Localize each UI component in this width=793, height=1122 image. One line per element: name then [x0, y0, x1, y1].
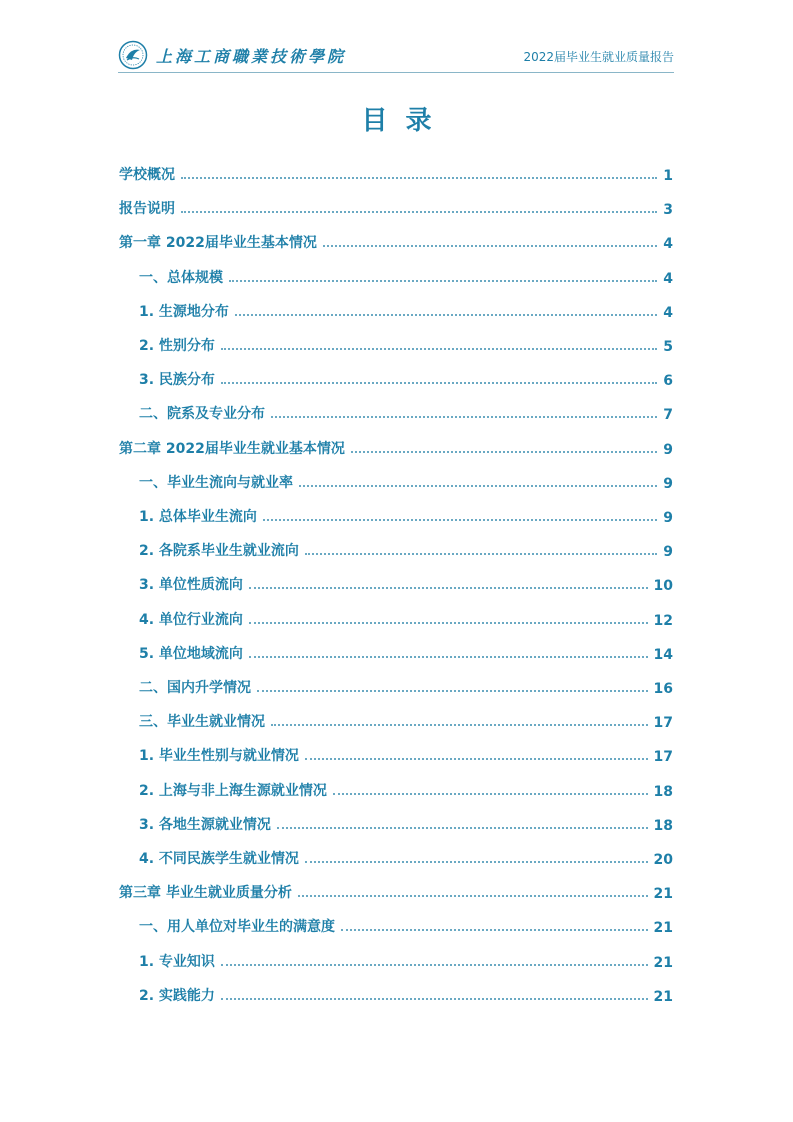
toc-entry[interactable] — [139, 468, 673, 492]
toc-entry-page: 16 — [653, 681, 673, 697]
toc-entry[interactable] — [139, 673, 673, 697]
report-title: 2022届毕业生就业质量报告 — [523, 50, 674, 64]
school-name: 上海工商職業技術學院 — [156, 47, 347, 66]
toc-entry-page: 6 — [663, 373, 673, 390]
toc-entry[interactable] — [139, 365, 673, 389]
toc-entry-label: 学校概况 — [119, 167, 175, 183]
toc-entry-page: 3 — [663, 202, 673, 219]
toc-dot-leader — [181, 211, 657, 213]
toc-entry-label: 3. 单位性质流向 — [139, 577, 243, 594]
toc-entry[interactable] — [139, 263, 673, 287]
toc-entry-label: 一、总体规模 — [139, 269, 223, 286]
toc-dot-leader — [221, 348, 657, 350]
toc-dot-leader — [249, 656, 648, 658]
toc-dot-leader — [271, 724, 648, 726]
toc-entry-label: 3. 民族分布 — [139, 372, 215, 389]
toc-entry-page: 21 — [653, 920, 673, 937]
toc-dot-leader — [221, 998, 648, 1000]
toc-entry-label: 3. 各地生源就业情况 — [139, 816, 271, 833]
toc-entry-label: 二、院系及专业分布 — [139, 406, 265, 423]
toc-entry[interactable] — [139, 605, 673, 629]
toc-dot-leader — [249, 587, 648, 589]
toc-dot-leader — [351, 451, 657, 453]
toc-entry[interactable] — [119, 160, 673, 184]
toc-dot-leader — [221, 382, 657, 384]
toc-entry[interactable] — [139, 331, 673, 355]
toc-entry-label: 三、毕业生就业情况 — [139, 714, 265, 731]
toc-entry-label: 2. 上海与非上海生源就业情况 — [139, 782, 327, 799]
toc-entry-label: 2. 性别分布 — [139, 338, 215, 354]
toc-dot-leader — [181, 177, 657, 179]
toc-dot-leader — [299, 485, 657, 487]
toc-entry-label: 2. 各院系毕业生就业流向 — [139, 543, 299, 560]
toc-entry-page: 9 — [663, 510, 673, 526]
toc-entry-label: 第二章 2022届毕业生就业基本情况 — [119, 440, 345, 457]
toc-entry[interactable] — [139, 502, 673, 526]
toc-dot-leader — [221, 964, 648, 966]
toc-dot-leader — [229, 280, 657, 282]
toc-entry[interactable] — [119, 878, 673, 902]
toc-entry[interactable] — [139, 844, 673, 868]
toc-entry-label: 报告说明 — [119, 201, 175, 218]
toc-entry-page: 1 — [663, 168, 673, 184]
toc-dot-leader — [271, 416, 657, 418]
toc-entry[interactable] — [119, 194, 673, 218]
toc-dot-leader — [235, 314, 657, 316]
toc-entry-label: 2. 实践能力 — [139, 987, 215, 1004]
toc-entry-page: 18 — [653, 817, 673, 834]
toc-entry-page: 12 — [653, 612, 673, 629]
toc-entry-label: 第三章 毕业生就业质量分析 — [119, 885, 292, 902]
toc-entry[interactable] — [119, 228, 673, 252]
toc-entry-page: 5 — [663, 339, 673, 355]
toc-dot-leader — [323, 245, 657, 247]
toc-entry-page: 7 — [663, 407, 673, 424]
toc-dot-leader — [249, 622, 648, 624]
toc-entry-page: 17 — [653, 749, 673, 766]
toc-dot-leader — [341, 929, 648, 931]
toc-dot-leader — [263, 519, 657, 521]
toc-entry-label: 1. 专业知识 — [139, 953, 215, 970]
toc-entry[interactable] — [139, 639, 673, 663]
toc-dot-leader — [298, 895, 648, 897]
toc-entry-page: 21 — [653, 988, 673, 1005]
toc-entry[interactable] — [139, 741, 673, 765]
toc-dot-leader — [305, 861, 648, 863]
toc-entry-label: 4. 单位行业流向 — [139, 611, 243, 628]
toc-entry-page: 20 — [653, 852, 673, 868]
toc-entry-label: 一、毕业生流向与就业率 — [139, 474, 293, 491]
toc-entry-page: 4 — [663, 304, 673, 321]
toc-dot-leader — [257, 690, 648, 692]
toc-entry-page: 9 — [663, 441, 673, 458]
toc-dot-leader — [333, 793, 648, 795]
toc-entry[interactable] — [139, 981, 673, 1005]
header-divider — [118, 72, 674, 73]
toc-entry[interactable] — [139, 947, 673, 971]
toc-entry-label: 1. 总体毕业生流向 — [139, 509, 257, 525]
school-emblem-icon — [118, 40, 148, 70]
toc-entry[interactable] — [139, 810, 673, 834]
page-title: 目录 — [361, 106, 450, 136]
toc-entry-page: 9 — [663, 475, 673, 492]
toc-entry-label: 1. 生源地分布 — [139, 303, 229, 320]
toc-entry-label: 4. 不同民族学生就业情况 — [139, 851, 299, 867]
toc-entry-page: 4 — [663, 236, 673, 253]
toc-entry-page: 14 — [653, 646, 673, 663]
toc-entry-page: 4 — [663, 270, 673, 287]
toc-entry[interactable] — [139, 399, 673, 423]
toc-entry-page: 21 — [653, 886, 673, 903]
toc-entry-page: 17 — [653, 715, 673, 732]
toc-entry-label: 5. 单位地域流向 — [139, 645, 243, 662]
toc-entry[interactable] — [139, 912, 673, 936]
toc-entry-label: 二、国内升学情况 — [139, 680, 251, 696]
toc-entry-page: 9 — [663, 544, 673, 561]
toc-entry[interactable] — [139, 570, 673, 594]
toc-entry[interactable] — [119, 434, 673, 458]
toc-dot-leader — [305, 553, 657, 555]
toc-dot-leader — [305, 758, 648, 760]
page-header — [118, 40, 674, 74]
toc-entry-label: 1. 毕业生性别与就业情况 — [139, 748, 299, 765]
toc-dot-leader — [277, 827, 648, 829]
toc-entry-label: 第一章 2022届毕业生基本情况 — [119, 235, 317, 252]
toc-entry[interactable] — [139, 297, 673, 321]
toc-entry-label: 一、用人单位对毕业生的满意度 — [139, 919, 335, 936]
toc-entry-page: 10 — [653, 578, 673, 595]
toc-entry[interactable] — [139, 776, 673, 800]
toc-entry-page: 21 — [653, 954, 673, 971]
toc-entry-page: 18 — [653, 783, 673, 800]
toc-entry[interactable] — [139, 536, 673, 560]
toc-entry[interactable] — [139, 707, 673, 731]
